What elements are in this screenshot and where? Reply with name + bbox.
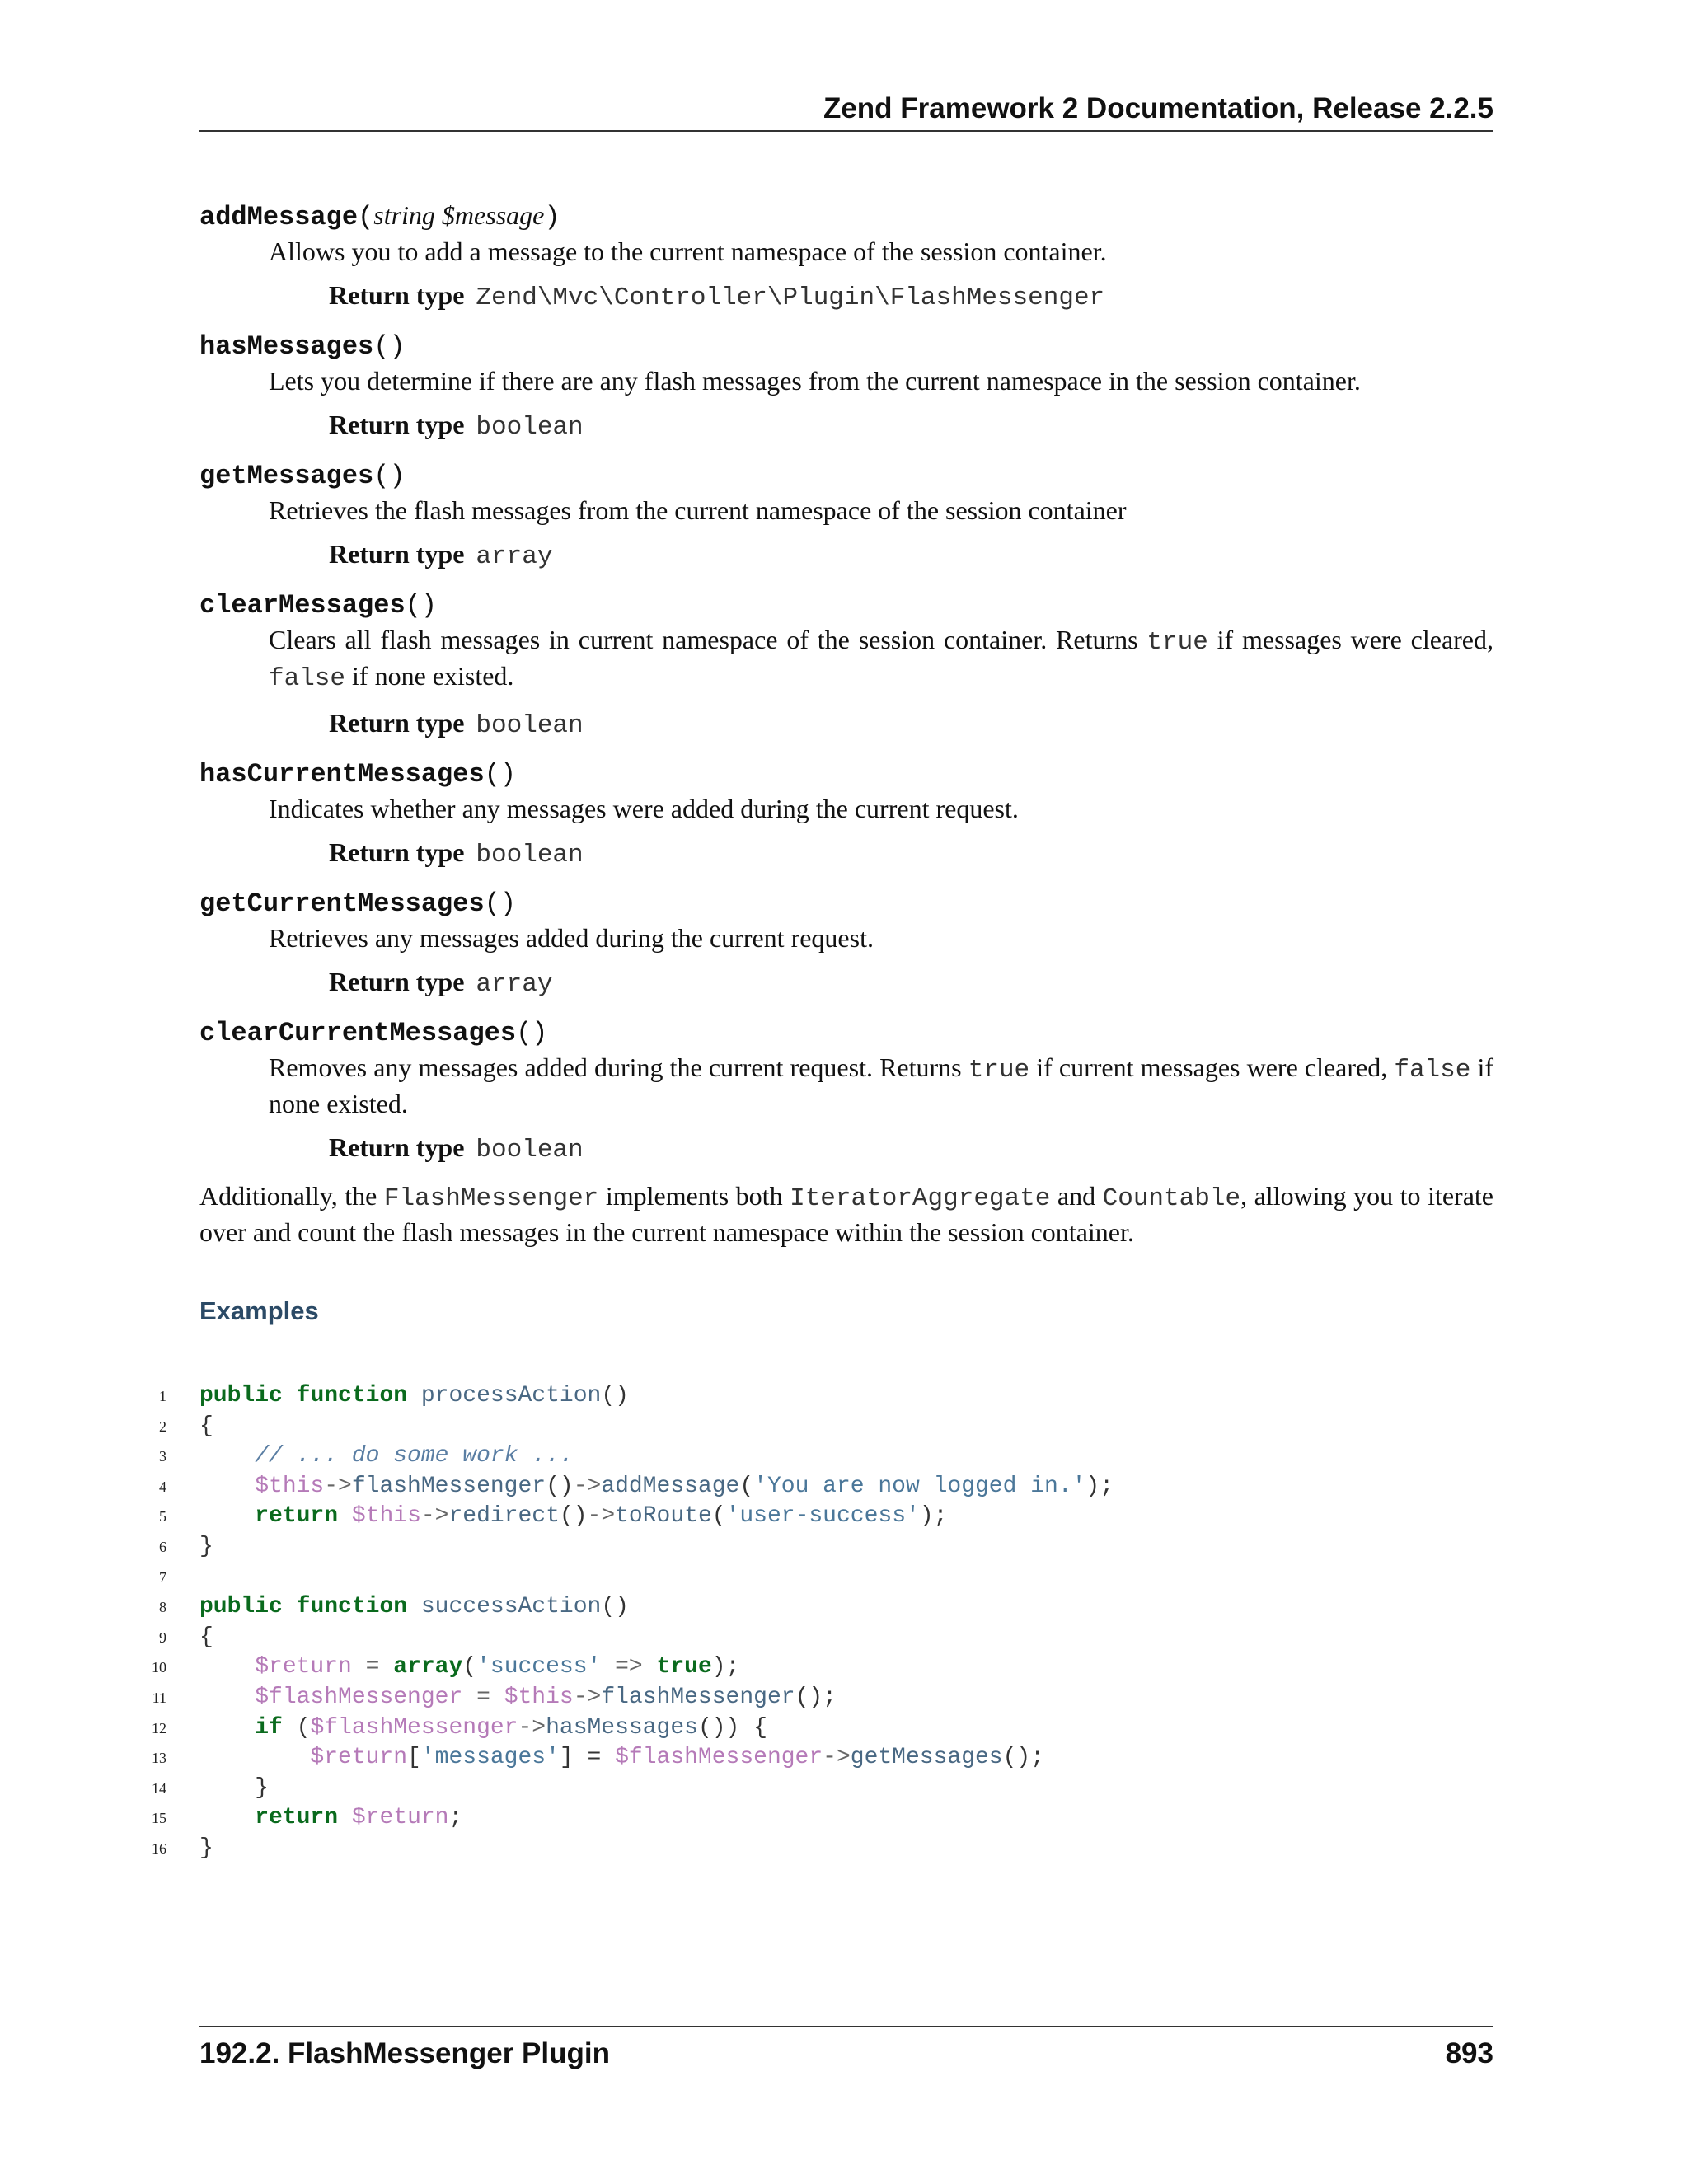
code-line [124,1381,1525,1412]
code-token: ( [462,1654,477,1680]
method-parens: () [405,590,438,621]
line-number: 10 [152,1659,166,1676]
code-line [124,1623,1525,1653]
line-number: 14 [152,1779,166,1797]
return-type [329,537,1493,574]
line-number: 3 [159,1448,166,1465]
code-token: { [199,1624,213,1650]
code-token: 'messages' [420,1745,560,1771]
code-token: (); [795,1684,837,1710]
code-token: ); [919,1503,948,1530]
para-text: Additionally, the [199,1181,384,1211]
code-token: $flashMessenger [615,1745,823,1771]
code-token [407,1383,421,1408]
code-token: function [296,1594,408,1620]
code-token: $this [351,1503,421,1530]
code-token: ); [711,1654,740,1680]
method-signature [199,198,1493,235]
code-line [124,1441,1525,1472]
method-signature [199,327,1493,364]
para-text: , allowing you to iterate over and count the flash messages in the current namespace within the session container. [199,1181,1493,1247]
code-line [124,1652,1525,1683]
code-token: = [351,1654,394,1680]
return-type-label: Return type [329,280,465,310]
inline-code: IteratorAggregate [790,1184,1051,1213]
desc-text: Clears all flash messages in current namespace of the session container. Returns [269,625,1147,654]
inline-code: true [1146,628,1208,657]
code-token: ()) { [697,1714,767,1741]
code-token [199,1715,255,1741]
code-token: () [546,1473,574,1499]
code-block [124,1381,1525,1864]
method-description: Retrieves any messages added during the current request. [269,923,874,953]
code-line [124,1412,1525,1442]
return-type-label: Return type [329,837,465,867]
method-list [199,198,1493,1328]
code-token: () [601,1594,629,1620]
code-token: -> [420,1503,449,1530]
method-name: getMessages [199,461,374,491]
code-token: = [462,1684,504,1710]
code-line [124,1743,1525,1774]
code-token: => [601,1654,657,1680]
return-type [329,835,1493,873]
line-number: 12 [152,1719,166,1736]
code-token: $return [351,1805,449,1831]
inline-code: true [968,1056,1030,1085]
code-token: getMessages [850,1745,1003,1771]
code-token [283,1594,297,1619]
code-token: processAction [420,1383,602,1408]
method-signature [199,1014,1493,1051]
desc-text: Removes any messages added during the current request. Returns [269,1052,968,1082]
method-name: clearMessages [199,590,406,621]
method-description: Allows you to add a message to the current namespace of the session container. [269,237,1107,266]
code-token [199,1443,255,1469]
return-type-value: boolean [476,1136,584,1165]
code-line [124,1683,1525,1713]
code-token [199,1805,255,1830]
code-token [199,1503,255,1529]
desc-text: if messages were cleared, [1207,625,1494,654]
code-line [124,1532,1525,1563]
code-token: 'You are now logged in.' [753,1473,1086,1499]
code-token: 'success' [476,1654,602,1680]
code-token: // ... do some work ... [255,1443,574,1469]
desc-text: if none existed. [269,1052,1494,1118]
code-line [124,1592,1525,1623]
inline-code: FlashMessenger [383,1184,599,1213]
page-footer [199,2026,1493,2070]
method-parens: () [516,1018,548,1048]
method-name: hasCurrentMessages [199,759,485,790]
code-token [199,1474,255,1499]
code-token: } [199,1533,213,1559]
method-description: Lets you determine if there are any flash messages from the current namespace in the session container. [269,366,1361,396]
code-token: redirect [448,1503,560,1530]
code-token: -> [518,1714,546,1741]
return-type-label: Return type [329,708,465,738]
method-description: Indicates whether any messages were added during the current request. [269,794,1019,823]
method-signature [199,884,1493,921]
code-token: 'user-success' [725,1503,920,1530]
code-token [199,1654,255,1680]
code-token: return [255,1805,339,1831]
paren-close: ) [544,202,560,232]
return-type [329,964,1493,1002]
code-token: [ [407,1745,421,1771]
method-parens: () [484,888,517,919]
code-line [124,1563,1525,1593]
method-signature [199,586,1493,623]
code-line [124,1834,1525,1864]
code-line [124,1713,1525,1744]
method-signature [199,755,1493,792]
para-text: and [1050,1181,1103,1211]
code-token: function [296,1383,408,1408]
code-token: () [559,1503,588,1530]
code-token: $return [255,1654,352,1680]
return-type-label: Return type [329,1132,465,1162]
method-name: clearCurrentMessages [199,1018,517,1048]
code-token: flashMessenger [351,1473,546,1499]
code-token: public [199,1383,283,1408]
code-token: addMessage [601,1473,740,1499]
code-token: $this [255,1473,325,1499]
code-token [407,1594,421,1619]
method-parens: () [373,461,406,491]
section-heading-examples: Examples [199,1296,319,1325]
method-parens: () [484,759,517,790]
code-token: true [656,1654,712,1680]
code-line [124,1502,1525,1532]
page-number: 893 [1445,2037,1493,2069]
method-description [269,1051,1493,1120]
code-token: array [393,1654,463,1680]
page-header: Zend Framework 2 Documentation, Release 2.2.5 [199,92,1493,132]
return-type [329,407,1493,445]
code-token [338,1503,352,1529]
return-type-value: boolean [476,711,584,740]
code-token: } [255,1774,270,1801]
code-token: $return [310,1745,408,1771]
desc-text: if none existed. [345,661,514,691]
line-number: 15 [152,1810,166,1827]
code-token [199,1685,255,1710]
additional-paragraph [199,1179,1493,1249]
code-token: public [199,1594,283,1620]
return-type [329,278,1493,316]
code-token [338,1805,352,1830]
line-number: 16 [152,1840,166,1857]
code-token: $flashMessenger [310,1714,518,1741]
code-token: -> [573,1684,602,1710]
code-line [124,1774,1525,1804]
code-token: -> [823,1745,851,1771]
code-token: successAction [420,1594,602,1620]
method-description: Retrieves the flash messages from the current namespace of the session container [269,495,1127,525]
code-token: ( [711,1503,726,1530]
line-number: 8 [159,1599,166,1616]
code-token [199,1775,255,1801]
inline-code: false [269,664,346,693]
method-name: hasMessages [199,331,374,362]
return-type-label: Return type [329,967,465,996]
footer-section-title: 192.2. FlashMessenger Plugin [199,2037,610,2069]
method-signature [199,457,1493,494]
code-token: toRoute [615,1503,712,1530]
code-token: -> [324,1473,352,1499]
inline-code: Countable [1102,1184,1241,1213]
desc-text: if current messages were cleared, [1029,1052,1395,1082]
return-type-value: array [476,542,553,571]
return-type-value: boolean [476,841,584,869]
line-number: 4 [159,1478,166,1495]
code-token [283,1383,297,1408]
code-token: return [255,1503,339,1530]
line-number: 1 [159,1388,166,1404]
code-token: ; [448,1805,463,1831]
inline-code: false [1394,1056,1471,1085]
code-token: { [199,1413,213,1439]
method-name: getCurrentMessages [199,888,485,919]
code-token: flashMessenger [601,1684,795,1710]
method-parens: () [373,331,406,362]
code-token: -> [573,1473,602,1499]
line-number: 6 [159,1538,166,1555]
code-token: ] = [559,1745,616,1771]
line-number: 11 [152,1689,166,1706]
code-line [124,1472,1525,1502]
method-argument: string $message [373,200,545,230]
line-number: 13 [152,1750,166,1767]
code-line [124,1803,1525,1834]
return-type-label: Return type [329,410,465,439]
code-token: } [199,1835,213,1861]
code-token: ); [1085,1473,1114,1499]
line-number: 5 [159,1508,166,1526]
method-name: addMessage [199,202,359,232]
return-type [329,1130,1493,1168]
return-type-value: array [476,970,553,999]
return-type-value: boolean [476,413,584,442]
return-type [329,705,1493,743]
code-token: -> [587,1503,616,1530]
line-number: 9 [159,1629,166,1646]
code-token: if [255,1714,283,1741]
para-text: implements both [598,1181,790,1211]
code-token: $this [504,1684,574,1710]
method-description [269,623,1493,696]
code-token: ( [739,1473,754,1499]
paren-open: ( [358,202,374,232]
code-token: $flashMessenger [255,1684,463,1710]
line-number: 7 [159,1568,166,1586]
code-token: (); [1002,1745,1045,1771]
code-token [199,1745,310,1770]
return-type-label: Return type [329,539,465,569]
code-token: hasMessages [546,1714,698,1741]
code-token: ( [282,1714,311,1741]
code-token: () [601,1383,629,1408]
return-type-value: Zend\Mvc\Controller\Plugin\FlashMessenger [476,284,1105,312]
line-number: 2 [159,1418,166,1435]
